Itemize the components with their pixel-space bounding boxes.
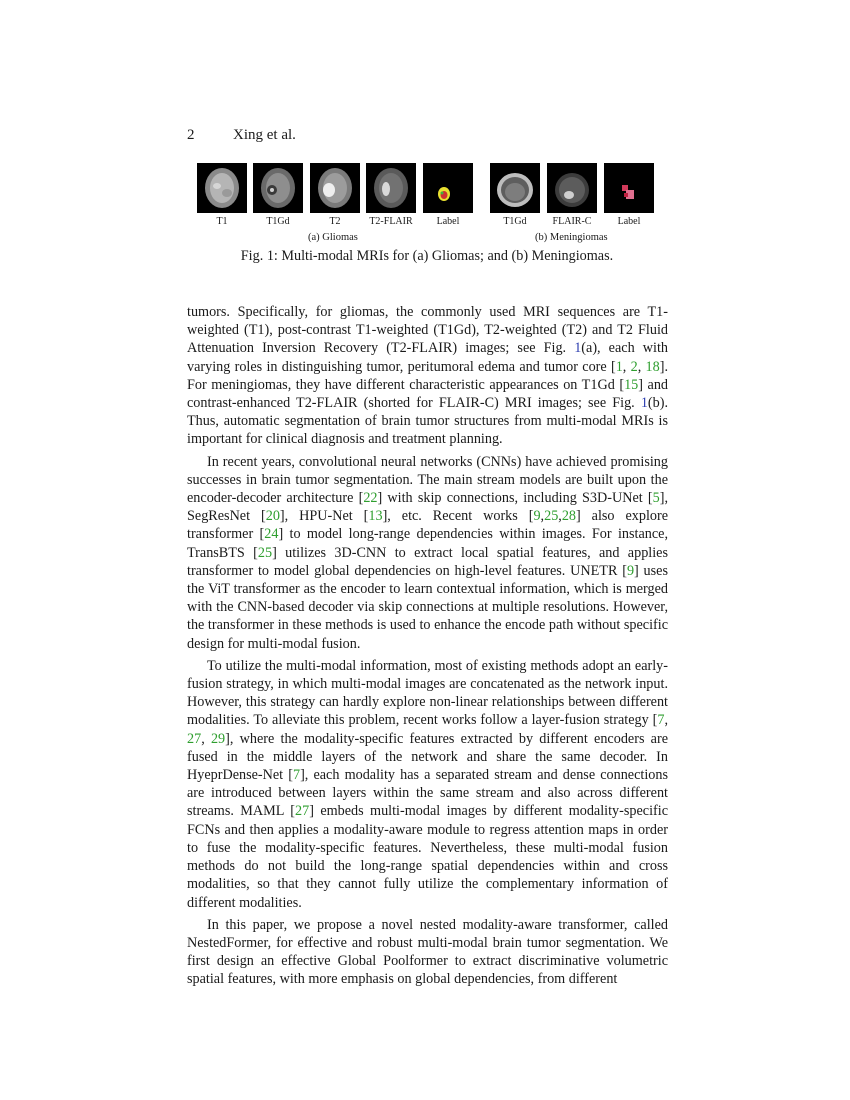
mri-flair-c-image bbox=[547, 163, 597, 213]
paragraph-text: ] utilizes 3D-CNN to extract local spatial features, and applies transformer to model global dependencies on high-level features. UNETR [ bbox=[187, 544, 668, 579]
paragraph-text: , bbox=[622, 358, 631, 375]
citation-link[interactable]: 25 bbox=[257, 544, 273, 561]
paragraph-text: In this paper, we propose a novel nested modality-aware transformer, called NestedFormer, for effective and robust multi-modal brain tumor segmentation. We first design an effective Global Poolformer to extract discriminative volumetric spatial features, with more emphasis on global dependencies, from different bbox=[187, 916, 668, 988]
tile-label-t2: T2 bbox=[329, 216, 341, 227]
citation-link[interactable]: 9 bbox=[533, 508, 541, 525]
figure-caption: Fig. 1: Multi-modal MRIs for (a) Gliomas; and (b) Meningiomas. bbox=[240, 248, 614, 264]
citation-link[interactable]: 27 bbox=[187, 730, 202, 747]
paragraph-text: ], SegResNet [ bbox=[187, 490, 668, 525]
page-number: 2 bbox=[187, 127, 195, 143]
body-paragraph bbox=[187, 453, 668, 653]
subcaption-gliomas: (a) Gliomas bbox=[308, 232, 358, 243]
citation-link[interactable]: 7 bbox=[292, 767, 301, 784]
body-text bbox=[187, 303, 668, 989]
citation-link[interactable]: 9 bbox=[626, 562, 635, 579]
citation-link[interactable]: 25 bbox=[544, 508, 559, 525]
tile-label-flair-c: FLAIR-C bbox=[552, 216, 592, 227]
citation-link[interactable]: 18 bbox=[645, 358, 660, 375]
citation-link[interactable]: 1 bbox=[615, 358, 623, 375]
tile-label-t2-flair: T2-FLAIR bbox=[369, 216, 413, 227]
paragraph-text: ] and contrast-enhanced T2-FLAIR (shorted for FLAIR-C) MRI images; see Fig. bbox=[187, 376, 669, 412]
citation-link[interactable]: 15 bbox=[624, 376, 639, 393]
page-header bbox=[187, 127, 296, 144]
citation-link[interactable]: 5 bbox=[652, 490, 660, 507]
citation-link[interactable]: 28 bbox=[561, 508, 577, 525]
citation-link[interactable]: 29 bbox=[210, 730, 226, 747]
paragraph-text: ]. For meningiomas, they have different characteristic appearances on T1Gd [ bbox=[187, 358, 669, 393]
citation-link[interactable]: 22 bbox=[363, 490, 378, 507]
paragraph-text: ] uses the ViT transformer as the encoder to learn contextual information, which is merged with the CNN-based decoder via skip connections at multiple resolutions. However, the transformer in these methods is used to enhance the encode path without specific design for multi-modal fusion. bbox=[187, 562, 668, 652]
paragraph-text: (b). Thus, automatic segmentation of brain tumor structures from multi-modal MRIs is important for clinical diagnosis and treatment planning. bbox=[187, 395, 668, 448]
paragraph-text: ], etc. Recent works [ bbox=[382, 508, 534, 525]
tile-label-t1: T1 bbox=[216, 216, 228, 227]
mri-t2-flair-image bbox=[366, 163, 416, 213]
citation-link[interactable]: 20 bbox=[265, 508, 280, 525]
body-paragraph bbox=[187, 916, 668, 989]
meningioma-label-mask bbox=[604, 163, 654, 213]
citation-link[interactable]: 24 bbox=[264, 526, 279, 543]
paragraph-text: , bbox=[637, 358, 646, 375]
body-paragraph bbox=[187, 303, 668, 449]
citation-link[interactable]: 2 bbox=[630, 358, 638, 375]
paragraph-text: , bbox=[540, 508, 545, 525]
paragraph-text: , bbox=[664, 712, 668, 729]
paragraph-text: ] also explore transformer [ bbox=[187, 508, 669, 543]
tile-label-meningioma-t1gd: T1Gd bbox=[503, 216, 527, 227]
figure-ref-link[interactable]: 1 bbox=[574, 340, 582, 357]
body-paragraph bbox=[187, 657, 668, 912]
paragraph-text: To utilize the multi-modal information, most of existing methods adopt an early-fusion strategy, in which multi-modal images are concatenated as the network input. However, this strategy can hardly explore non-linear relationships between different modalities. To alleviate this problem, recent works follow a layer-fusion strategy [ bbox=[187, 657, 668, 729]
citation-link[interactable]: 13 bbox=[368, 508, 383, 525]
citation-link[interactable]: 27 bbox=[295, 803, 310, 820]
subcaption-meningiomas: (b) Meningiomas bbox=[535, 232, 608, 243]
paragraph-text: , bbox=[558, 508, 562, 525]
paragraph-text: tumors. Specifically, for gliomas, the commonly used MRI sequences are T1-weighted (T1), post-contrast T1-weighted (T1Gd), T2-weighted (T2) and T2 Fluid Attenuation Inversion Recovery (T2-FLAIR) images; see Fig. bbox=[187, 304, 668, 357]
glioma-label-mask bbox=[423, 163, 473, 213]
paragraph-text: (a), each with varying roles in distinguishing tumor, peritumoral edema and tumor core [ bbox=[187, 340, 668, 375]
tile-label-t1gd: T1Gd bbox=[266, 216, 290, 227]
paragraph-text: ] embeds multi-modal images by different modality-specific FCNs and then applies a modality-aware module to regress attention maps in order to fuse the modality-specific features. Nevertheless, these multi-modal fusion methods do not build the long-range spatial dependencies within and cross modalities, so that they cannot fully utilize the complementary information of different modalities. bbox=[187, 803, 668, 911]
paragraph-text: ] to model long-range dependencies within images. For instance, TransBTS [ bbox=[187, 526, 668, 561]
citation-link[interactable]: 7 bbox=[657, 712, 665, 729]
mri-t1-image bbox=[197, 163, 247, 213]
mri-t1gd-image bbox=[253, 163, 303, 213]
figure-ref-link[interactable]: 1 bbox=[640, 395, 648, 412]
mri-t2-image bbox=[310, 163, 360, 213]
mri-meningioma-t1gd-image bbox=[490, 163, 540, 213]
paragraph-text: In recent years, convolutional neural networks (CNNs) have achieved promising successes in brain tumor segmentation. The main stream models are built upon the encoder-decoder architecture [ bbox=[187, 453, 668, 507]
paragraph-text: ], where the modality-specific features extracted by different encoders are fused in the middle layers of the network and share the same decoder. In HyeprDense-Net [ bbox=[187, 730, 668, 784]
running-title: Xing et al. bbox=[233, 127, 296, 143]
paragraph-text: ], HPU-Net [ bbox=[279, 508, 369, 525]
paragraph-text: , bbox=[201, 730, 211, 747]
paragraph-text: ], each modality has a separated stream and dense connections are introduced between layers within the same stream and also across different streams. MAML [ bbox=[187, 767, 668, 820]
tile-label-meningioma-label: Label bbox=[617, 216, 641, 227]
tile-label-label: Label bbox=[436, 216, 460, 227]
paragraph-text: ] with skip connections, including S3D-UNet [ bbox=[377, 490, 653, 507]
